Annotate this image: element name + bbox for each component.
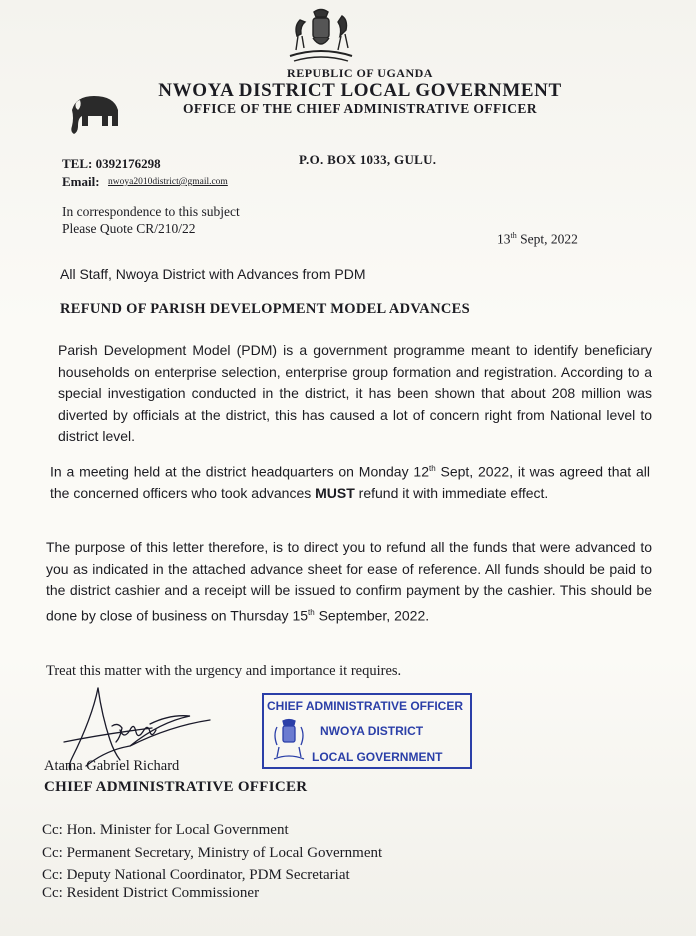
- cc-line: Cc: Permanent Secretary, Ministry of Local Government: [42, 845, 383, 861]
- official-stamp: [262, 693, 472, 769]
- body-paragraph-1: Parish Development Model (PDM) is a government programme meant to identify beneficiary households on enterprise selection, enterprise group formation and registration. According to a special investigation conducted in the district, it has been shown that about 208 million was diverted by officials at the district, this has caused a lot of concern right from National level to district level.: [58, 342, 652, 444]
- p3-text-b: September, 2022.: [314, 607, 430, 624]
- date-suffix: th: [510, 231, 517, 240]
- p2-text-a: In a meeting held at the district headquarters on Monday 12: [50, 463, 429, 480]
- p3-sup: th: [308, 607, 315, 617]
- stamp-line-3: LOCAL GOVERNMENT: [312, 750, 443, 764]
- p2-bold-must: MUST: [315, 485, 355, 502]
- email-label: Email:: [62, 174, 100, 189]
- signatory-name: Atama Gabriel Richard: [44, 758, 180, 774]
- closing-line: Treat this matter with the urgency and importance it requires.: [46, 663, 402, 679]
- body-paragraph-3: [46, 537, 652, 627]
- cc-line: Cc: Hon. Minister for Local Government: [42, 822, 289, 838]
- reference-note-line-1: In correspondence to this subject: [62, 204, 240, 219]
- republic-heading: REPUBLIC OF UGANDA: [287, 66, 433, 80]
- p2-text-c: refund it with immediate effect.: [354, 485, 549, 502]
- date-rest: Sept, 2022: [516, 231, 578, 247]
- stamp-emblem-icon: [272, 717, 306, 765]
- email-link[interactable]: nwoya2010district@gmail.com: [108, 177, 228, 187]
- coat-of-arms-emblem: [284, 6, 358, 66]
- po-box-address: P.O. BOX 1033, GULU.: [299, 152, 437, 167]
- letter-subject: REFUND OF PARISH DEVELOPMENT MODEL ADVANCES: [60, 301, 470, 317]
- p2-sup: th: [429, 464, 436, 473]
- telephone-line: TEL: 0392176298: [62, 156, 161, 171]
- elephant-logo-icon: [62, 92, 122, 140]
- cc-line: Cc: Resident District Commissioner: [42, 885, 260, 901]
- stamp-line-2: NWOYA DISTRICT: [320, 724, 424, 738]
- date-day: 13: [497, 231, 511, 247]
- office-heading: OFFICE OF THE CHIEF ADMINISTRATIVE OFFICER: [183, 101, 537, 116]
- stamp-line-1: CHIEF ADMINISTRATIVE OFFICER: [267, 699, 463, 713]
- letter-date: [497, 231, 578, 248]
- p3-text-a: The purpose of this letter therefore, is to direct you to refund all the funds that were advanced to you as indicated in the attached advance sheet for ease of reference. All funds should be paid to the district cashier and a receipt will be issued to confirm payment by the cashier. This should be done by close of business on Thursday 15: [46, 539, 652, 624]
- signatory-title: CHIEF ADMINISTRATIVE OFFICER: [44, 779, 308, 795]
- body-paragraph-2: [50, 458, 650, 505]
- cc-line: Cc: Deputy National Coordinator, PDM Secretariat: [42, 867, 350, 883]
- addressee-line: All Staff, Nwoya District with Advances from PDM: [60, 266, 366, 282]
- p2-text-b: Sept, 2022, it was agreed that all the concerned officers who took advances: [50, 463, 650, 502]
- district-heading: NWOYA DISTRICT LOCAL GOVERNMENT: [158, 80, 562, 101]
- reference-note-line-2: Please Quote CR/210/22: [62, 221, 196, 236]
